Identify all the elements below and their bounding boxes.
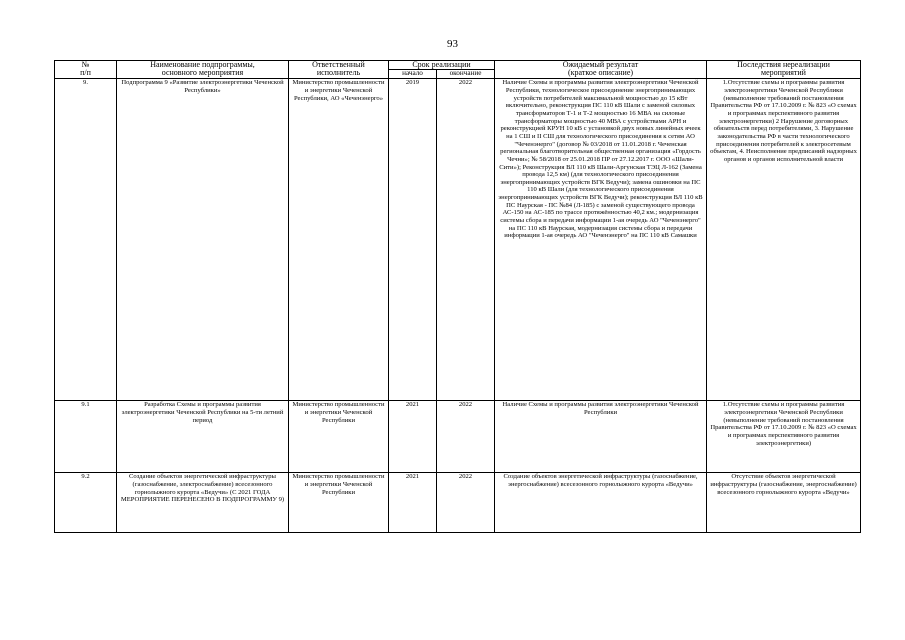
cell-num: 9.1 [55,400,117,472]
cell-start: 2021 [389,400,437,472]
cell-num: 9.2 [55,472,117,532]
header-name: Наименование подпрограммы, основного мероприятия [117,61,289,79]
cell-responsible: Министерство промышленности и энергетики Чеченской Республики [289,472,389,532]
cell-result: Создание объектов энергетической инфраструктуры (газоснабжение, энергоснабжение) всесезонного горнолыжного курорта «Ведучи» [495,472,707,532]
table-row [55,400,861,472]
header-responsible: Ответственный исполнитель [289,61,389,79]
cell-result: Наличие Схемы и программы развития электроэнергетики Чеченской Республики [495,400,707,472]
cell-responsible: Министерство промышленности и энергетики Чеченской Республики, АО «Чеченэнерго» [289,78,389,400]
header-num: № п/п [55,61,117,79]
table-row [55,472,861,532]
cell-name: Разработка Схемы и программы развития электроэнергетики Чеченской Республики на 5-ти летний период [117,400,289,472]
cell-end: 2022 [437,472,495,532]
cell-end: 2022 [437,400,495,472]
measures-table [54,60,861,533]
header-result: Ожидаемый результат (краткое описание) [495,61,707,79]
cell-responsible: Министерство промышленности и энергетики Чеченской Республики [289,400,389,472]
cell-end: 2022 [437,78,495,400]
cell-num: 9. [55,78,117,400]
header-start: начало [389,70,437,79]
cell-start: 2021 [389,472,437,532]
cell-consequences: 1.Отсутствие схемы и программы развития электроэнергетики Чеченской Республики (невыполнение требований постановления Правительства РФ от 17.10.2009 г. № 823 «О схемах и программах перспективного развития электроэнергетики) [707,400,861,472]
cell-start: 2019 [389,78,437,400]
header-end: окончание [437,70,495,79]
header-period: Срок реализации [389,61,495,70]
page-number: 93 [447,38,458,50]
cell-name: Создание объектов энергетической инфраструктуры (газоснабжение, электроснабжение) всесезонного горнолыжного курорта «Ведучи» (С 2021 ГОДА МЕРОПРИЯТИЕ ПЕРЕНЕСЕНО В ПОДПРОГРАММУ 9) [117,472,289,532]
table-row [55,78,861,400]
cell-consequences: Отсутствие объектов энергетической инфраструктуры (газоснабжение, энергоснабжение) всесезонного горнолыжного курорта «Ведучи» [707,472,861,532]
header-consequences: Последствия нереализации мероприятий [707,61,861,79]
cell-consequences: 1.Отсутствие схемы и программы развития электроэнергетики Чеченской Республики (невыполнение требований постановления Правительства РФ от 17.10.2009 г. № 823 «О схемах и программах перспективного развития электроэнергетики) 2 Нарушение договорных обязательств перед потребителями, 3. Нарушение законодательства РФ в части технологического присоединения потребителей к электросетевым объектам, 4. Неисполнение предписаний надзорных органов и органов исполнительной власти [707,78,861,400]
cell-name: Подпрограмма 9 «Развитие электроэнергетики Чеченской Республики» [117,78,289,400]
cell-result: Наличие Схемы и программы развития электроэнергетики Чеченской Республики, технологическое присоединение энергопринимающих устройств потребителей максимальной мощностью до 15 кВт включительно, реконструкция ПС 110 кВ Шали с заменой силовых трансформаторов Т-1 и Т-2 мощностью 16 МВА на силовые трансформаторы мощностью 40 МВА с устройствами АРН и реконструкцией КРУН 10 кВ с установкой двух новых линейных ячеек на 1 СШ и II СШ для технологического присоединения к сетям АО "Чеченэнерго" (договор № 03/2018 от 11.01.2018 г. Чеченская региональная благотворительная общественная организация «Гордость Чечни»; № 58/2018 от 25.01.2018 ПР от 27.12.2017 г. ООО «Шали-Сити»); Реконструкция ВЛ 110 кВ Шали-Аргунская ТЭЦ Л-162 (Замена провода 12,5 км) (для технологического присоединения энергопринимающих устройств ВГК Ведучи); замена ошиновки на ПС 110 кВ Шали (для технологического присоединения энергопринимающих устройств ВГК Ведучи); реконструкция ВЛ 110 кВ ПС Наурская - ПС №84 (Л-185) с заменой существующего провода АС-150 на АС-185 по трассе протяжённостью 40,2 км.; модернизация системы сбора и передачи информации 1-ая очередь АО "Чеченэнерго" на ПС 110 кВ Наурская, модернизация системы сбора и передачи информации 1-ая очередь АО "Чеченэнерго" на ПС 110 кВ Самашки [495,78,707,400]
